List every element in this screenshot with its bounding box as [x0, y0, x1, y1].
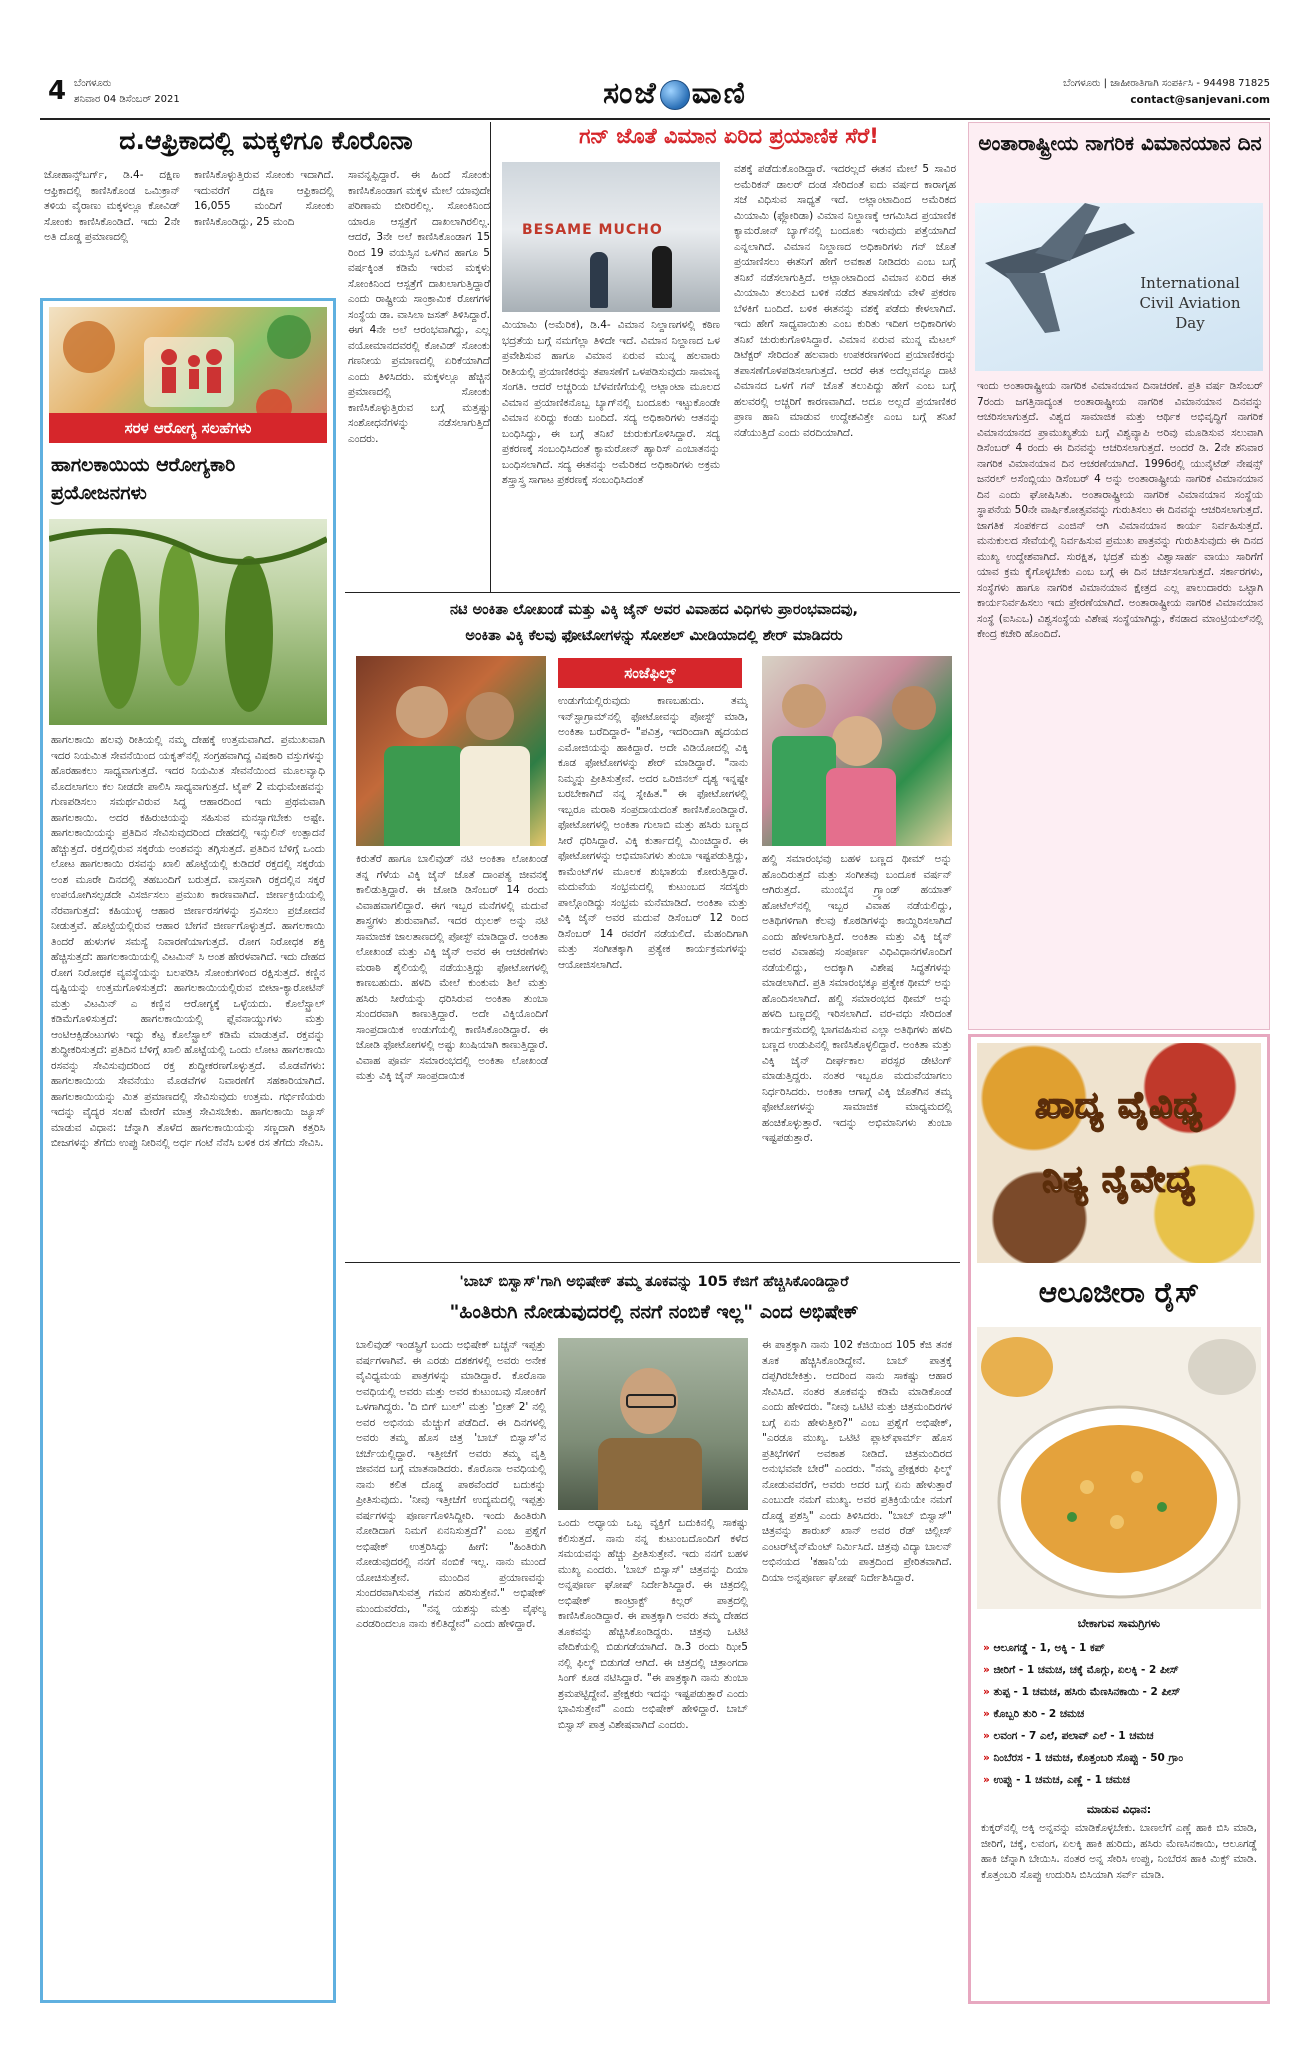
health-banner-label: ಸರಳ ಆರೋಗ್ಯ ಸಲಹೆಗಳು: [49, 413, 327, 443]
airport-sign: BESAME MUCHO: [522, 222, 663, 238]
bitter-gourd-photo: [49, 519, 327, 725]
kurta-shape: [460, 746, 530, 846]
ingredients-heading: ಬೇಕಾಗುವ ಸಾಮಗ್ರಿಗಳು: [1077, 1617, 1161, 1630]
globe-icon: [660, 80, 690, 110]
traveler-figure: [590, 252, 608, 308]
article-ankita: [350, 596, 958, 1260]
masthead-rule: [40, 118, 1270, 120]
masthead: [40, 72, 1270, 120]
traveler-figure-2: [652, 246, 672, 308]
ingredient-item: » ಉಪ್ಪು - 1 ಚಮಚ, ಎಣ್ಣೆ - 1 ಚಮಚ: [983, 1769, 1259, 1791]
gun-col-2: ವಶಕ್ಕೆ ಪಡೆದುಕೊಂಡಿದ್ದಾರೆ. ಇದರಲ್ಲದೆ ಈತನ ಮೇಲೆ 5 ಸಾವಿರ ಅಮೆರಿಕನ್ ಡಾಲರ್ ದಂಡ ಸೇರಿದಂತೆ ಐದು ವರ್ಷದ ಕಾರಾಗೃಹ ಸಜೆ ವಿಧಿಸುವ ಸಾಧ್ಯತೆ ಇದೆ. ಅಟ್ಲಾಂಟಾದಿಂದ ಅಮೆರಿಕದ ಮಿಯಾಮಿ (ಫ್ಲೋರಿಡಾ) ವಿಮಾನ ನಿಲ್ದಾಣಕ್ಕೆ ಆಗಮಿಸಿದ ಪ್ರಯಾಣಿಕ ಕ್ಯಾಮರೋನ್ ಬ್ಯಾಗ್‌ನಲ್ಲಿ ಬಂದೂಕು ಇರುವುದು ಪತ್ತೆಯಾಗಿದೆ ಎನ್ನಲಾಗಿದೆ. ವಿಮಾನ ನಿಲ್ದಾಣದ ಅಧಿಕಾರಿಗಳು ಗನ್ ಜೊತೆ ಪ್ರಯಾಣಿಸಲು ಈತನಿಗೆ ಹೇಗೆ ಅವಕಾಶ ನೀಡಿದರು ಎಂಬ ಬಗ್ಗೆ ತನಿಖೆ ನಡೆಸಲಾಗುತ್ತಿದೆ. ಅಟ್ಲಾಂಟಾದಿಂದ ವಿಮಾನ ಏರಿದ ಈತ ಮಿಯಾಮಿ ತಲುಪಿದ ಬಳಿಕ ನಡೆದ ತಪಾಸಣೆಯ ವೇಳೆ ಪ್ರಕರಣ ಬೆಳಕಿಗೆ ಬಂದಿದೆ. ಬಳಿಕ ಈತನನ್ನು ವಶಕ್ಕೆ ಪಡೆದು ಕೇಳಲಾಗಿದೆ. ಇದು ಹೇಗೆ ಸಾಧ್ಯವಾಯಿತು ಎಂಬ ಕುರಿತು ಇದೀಗ ಅಧಿಕಾರಿಗಳು ತನಿಖೆ ಚುರುಕುಗೊಳಿಸಿದ್ದಾರೆ. ವಿಮಾನ ಏರುವ ಮುನ್ನ ಮೆಟಲ್ ಡಿಟೆಕ್ಟರ್ ಸೇರಿದಂತೆ ಹಲವಾರು ಉಪಕರಣಗಳಿಂದ ಪ್ರಯಾಣಿಕರನ್ನು ತಪಾಸಣೆಗೊಳಪಡಿಸಲಾಗುತ್ತದೆ. ಆದರೆ ಈತ ಅದೆಲ್ಲವನ್ನೂ ದಾಟಿ ವಿಮಾನದ ಒಳಗೆ ಗನ್ ಜೊತೆ ತಲುಪಿದ್ದು ಹೇಗೆ ಎಂಬ ಬಗ್ಗೆ ಹಲವರಲ್ಲಿ ಅಚ್ಚರಿಗೆ ಕಾರಣವಾಗಿದೆ. ಅದೂ ಅಲ್ಲದೆ ಪ್ರಯಾಣಿಕರ ಪ್ರಾಣ ಹಾನಿ ಮಾಡುವ ಉದ್ದೇಶವಿತ್ತೇ ಎಂಬ ಬಗ್ಗೆ ತನಿಖೆ ನಡೆಯುತ್ತಿದೆ ಎಂದು ವರದಿಯಾಗಿದೆ.: [734, 163, 956, 439]
divider-vertical-1: [490, 122, 491, 592]
ankita-headline-2: ಅಂಕಿತಾ ವಿಕ್ಕಿ ಕೆಲವು ಫೋಟೋಗಳನ್ನು ಸೋಶಲ್ ಮೀಡಿಯಾದಲ್ಲಿ ಶೇರ್ ಮಾಡಿದರು: [465, 628, 843, 644]
person-figure-4: [832, 716, 882, 766]
gun-headline: ಗನ್ ಜೊತೆ ವಿಮಾನ ಏರಿದ ಪ್ರಯಾಣಿಕ ಸೆರೆ!: [579, 124, 879, 148]
africa-col-1: ಜೋಹಾನ್ಸ್‌ಬರ್ಗ್, ಡಿ.4- ದಕ್ಷಿಣ ಆಫ್ರಿಕಾದಲ್ಲಿ ಕಾಣಿಸಿಕೊಂಡ ಒಮಿಕ್ರಾನ್ ತಳಿಯ ವೈರಾಣು ಮಕ್ಕಳಲ್ಲೂ ಕೋವಿಡ್ ಸೋಂಕು ಕಾಣಿಸಿಕೊಂಡಿದೆ. ಇದು 2ನೇ ಅತಿ ದೊಡ್ಡ ಪ್ರಮಾಣದಲ್ಲಿ: [44, 169, 180, 243]
rice-plate-illustration: [977, 1327, 1261, 1609]
saree-shape-3: [826, 768, 896, 846]
person-figure-3: [782, 684, 826, 728]
ingredient-item: » ಕೊಬ್ಬರಿ ತುರಿ - 2 ಚಮಚ: [983, 1703, 1259, 1725]
method-body: ಕುಕ್ಕರ್‌ನಲ್ಲಿ ಅಕ್ಕಿ ಅನ್ನವನ್ನು ಮಾಡಿಕೊಳ್ಳಬೇಕು. ಬಾಣಲೆಗೆ ಎಣ್ಣೆ ಹಾಕಿ ಬಿಸಿ ಮಾಡಿ, ಜೀರಿಗೆ, ಚಕ್ಕೆ, ಲವಂಗ, ಏಲಕ್ಕಿ ಹಾಕಿ ಹುರಿದು, ಹಸಿರು ಮೆಣಸಿನಕಾಯಿ, ಆಲೂಗಡ್ಡೆ ಹಾಕಿ ಚೆನ್ನಾಗಿ ಬೇಯಿಸಿ. ನಂತರ ಅನ್ನ ಸೇರಿಸಿ ಉಪ್ಪು, ನಿಂಬೆರಸ ಹಾಕಿ ಮಿಕ್ಸ್ ಮಾಡಿ. ಕೊತ್ತಂಬರಿ ಸೊಪ್ಪು ಉದುರಿಸಿ ಬಿಸಿಯಾಗಿ ಸರ್ವ್ ಮಾಡಿ.: [981, 1822, 1257, 1881]
ingredient-item: » ತುಪ್ಪ - 1 ಚಮಚ, ಹಸಿರು ಮೆಣಸಿನಕಾಯಿ - 2 ಪೀಸ್: [983, 1681, 1259, 1703]
banner-line-1: ಖಾದ್ಯ ವೈವಿಧ್ಯ: [1035, 1085, 1203, 1126]
divider-horizontal-1: [345, 592, 960, 593]
ingredient-item: » ಲವಂಗ - 7 ಎಲೆ, ಪಲಾವ್ ಎಲೆ - 1 ಚಮಚ: [983, 1725, 1259, 1747]
masthead-contact: contact@sanjevani.com: [1130, 94, 1270, 106]
abhishek-photo: [558, 1338, 748, 1510]
person-figure-5: [892, 686, 936, 730]
masthead-city: ಬೆಂಗಳೂರು: [74, 78, 112, 89]
recipe-title: ಆಲೂಜೀರಾ ರೈಸ್: [1038, 1276, 1200, 1309]
abhishek-col-2: ಒಂದು ಅಧ್ಯಾಯ ಒಬ್ಬ ವ್ಯಕ್ತಿಗೆ ಬದುಕಿನಲ್ಲಿ ಸಾಕಷ್ಟು ಕಲಿಸುತ್ತದೆ. ನಾನು ನನ್ನ ಕುಟುಂಬದೊಂದಿಗೆ ಕಳೆದ ಸಮಯವನ್ನು ಹೆಚ್ಚು ಪ್ರೀತಿಸುತ್ತೇನೆ. ಇದು ನನಗೆ ಬಹಳ ಮುಖ್ಯ ಎಂದರು. 'ಬಾಬ್ ಬಿಸ್ವಾಸ್' ಚಿತ್ರವನ್ನು ದಿಯಾ ಅನ್ನಪೂರ್ಣ ಘೋಷ್ ನಿರ್ದೇಶಿಸಿದ್ದಾರೆ. ಈ ಚಿತ್ರದಲ್ಲಿ ಅಭಿಷೇಕ್ ಕಾಂಟ್ರಾಕ್ಟ್ ಕಿಲ್ಲರ್ ಪಾತ್ರದಲ್ಲಿ ಕಾಣಿಸಿಕೊಂಡಿದ್ದಾರೆ. ಈ ಪಾತ್ರಕ್ಕಾಗಿ ಅವರು ತಮ್ಮ ದೇಹದ ತೂಕವನ್ನು ಹೆಚ್ಚಿಸಿಕೊಂಡಿದ್ದರು. ಚಿತ್ರವು ಒಟಿಟಿ ವೇದಿಕೆಯಲ್ಲಿ ಬಿಡುಗಡೆಯಾಗಿದೆ. ಡಿ.3 ರಂದು ಝೀ5 ನಲ್ಲಿ ಫಿಲ್ಮ್ ಬಿಡುಗಡೆ ಆಗಿದೆ. ಈ ಚಿತ್ರದಲ್ಲಿ ಚಿತ್ರಾಂಗದಾ ಸಿಂಗ್ ಕೂಡ ನಟಿಸಿದ್ದಾರೆ. "ಈ ಪಾತ್ರಕ್ಕಾಗಿ ನಾನು ತುಂಬಾ ಶ್ರಮಪಟ್ಟಿದ್ದೇನೆ. ಪ್ರೇಕ್ಷಕರು ಇದನ್ನು ಇಷ್ಟಪಡುತ್ತಾರೆ ಎಂದು ಭಾವಿಸುತ್ತೇನೆ" ಎಂದು ಅಭಿಷೇಕ್ ಹೇಳಿದ್ದಾರೆ. ಬಾಬ್ ಬಿಸ್ವಾಸ್ ಪಾತ್ರ ವಿಶೇಷವಾಗಿದೆ ಎಂದರು.: [558, 1517, 748, 1731]
article-abhishek: [350, 1266, 958, 2006]
article-gun: [500, 122, 958, 590]
spices-banner: [977, 1043, 1261, 1263]
ankita-photo-2: [762, 656, 952, 846]
ingredients-list: [983, 1637, 1259, 1791]
aloo-jeera-rice-photo: [977, 1327, 1261, 1609]
sanjefilm-badge: ಸಂಜೆಫಿಲ್ಮ್: [558, 658, 742, 688]
ankita-col-3: ಹಲ್ದಿ ಸಮಾರಂಭವು ಬಹಳ ಬಣ್ಣದ ಥೀಮ್ ಅನ್ನು ಹೊಂದಿರುತ್ತದೆ ಮತ್ತು ಸಂಗೀತವು ಬಂದೂಕ ವರ್ಷನ್ ಆಗಿರುತ್ತದೆ. ಮುಂಬೈನ ಗ್ರ್ಯಾಂಡ್ ಹಯಾತ್ ಹೋಟೆಲ್‌ನಲ್ಲಿ ಇಬ್ಬರ ವಿವಾಹ ನಡೆಯಲಿದ್ದು, ಅತಿಥಿಗಳಿಗಾಗಿ ಕೆಲವು ಕೊಠಡಿಗಳನ್ನು ಕಾಯ್ದಿರಿಸಲಾಗಿದೆ ಎಂದು ಹೇಳಲಾಗುತ್ತಿದೆ. ಅಂಕಿತಾ ಮತ್ತು ವಿಕ್ಕಿ ಜೈನ್ ಅವರ ವಿವಾಹವು ಸಂಪೂರ್ಣ ವಿಧಿವಿಧಾನಗಳೊಂದಿಗೆ ನಡೆಯಲಿದ್ದು, ಅದಕ್ಕಾಗಿ ವಿಶೇಷ ಸಿದ್ಧತೆಗಳನ್ನು ಮಾಡಲಾಗಿದೆ. ಪ್ರತಿ ಸಮಾರಂಭಕ್ಕೂ ಪ್ರತ್ಯೇಕ ಥೀಮ್ ಅನ್ನು ಹೊಂದಿಸಲಾಗಿದೆ. ಹಲ್ದಿ ಸಮಾರಂಭದ ಥೀಮ್ ಅನ್ನು ಹಳದಿ ಬಣ್ಣದಲ್ಲಿ ಇರಿಸಲಾಗಿದೆ. ವರ-ವಧು ಸೇರಿದಂತೆ ಕಾರ್ಯಕ್ರಮದಲ್ಲಿ ಭಾಗವಹಿಸುವ ಎಲ್ಲಾ ಅತಿಥಿಗಳು ಹಳದಿ ಬಣ್ಣದ ಉಡುಪಿನಲ್ಲಿ ಕಾಣಿಸಿಕೊಳ್ಳಲಿದ್ದಾರೆ. ಅಂಕಿತಾ ಮತ್ತು ವಿಕ್ಕಿ ಜೈನ್ ದೀರ್ಘಕಾಲ ಪರಸ್ಪರ ಡೇಟಿಂಗ್ ಮಾಡುತ್ತಿದ್ದರು. ನಂತರ ಇಬ್ಬರೂ ಮದುವೆಯಾಗಲು ನಿರ್ಧರಿಸಿದರು. ಅಂಕಿತಾ ಆಗಾಗ್ಗೆ ವಿಕ್ಕಿ ಜೊತೆಗಿನ ತಮ್ಮ ಫೋಟೋಗಳನ್ನು ಸಾಮಾಜಿಕ ಮಾಧ್ಯಮದಲ್ಲಿ ಹಂಚಿಕೊಳ್ಳುತ್ತಾರೆ. ಇದನ್ನು ಅಭಿಮಾನಿಗಳು ತುಂಬಾ ಇಷ್ಟಪಡುತ್ತಾರೆ.: [762, 853, 952, 1144]
person-figure-2: [466, 692, 514, 740]
africa-headline: ದ.ಆಫ್ರಿಕಾದಲ್ಲಿ ಮಕ್ಕಳಿಗೂ ಕೊರೊನಾ: [119, 126, 413, 155]
recipe-feature: [968, 1034, 1270, 2004]
logo-right: ವಾಣಿ: [691, 76, 747, 111]
logo: [560, 76, 790, 111]
aviation-body: ಇಂದು ಅಂತಾರಾಷ್ಟ್ರೀಯ ನಾಗರಿಕ ವಿಮಾನಯಾನ ದಿನಾಚರಣೆ. ಪ್ರತಿ ವರ್ಷ ಡಿಸೆಂಬರ್ 7ರಂದು ಜಗತ್ತಿನಾದ್ಯಂತ ಅಂತಾರಾಷ್ಟ್ರೀಯ ನಾಗರಿಕ ವಿಮಾನಯಾನ ದಿನವನ್ನು ಆಚರಿಸಲಾಗುತ್ತದೆ. ವಿಶ್ವದ ಸಾಮಾಜಿಕ ಮತ್ತು ಆರ್ಥಿಕ ಅಭಿವೃದ್ಧಿಗೆ ನಾಗರಿಕ ವಿಮಾನಯಾನದ ಪ್ರಾಮುಖ್ಯತೆಯ ಬಗ್ಗೆ ವಿಶ್ವವ್ಯಾಪಿ ಅರಿವು ಮೂಡಿಸುವ ಸಲುವಾಗಿ ಡಿಸೆಂಬರ್ 4 ರಂದು ಈ ದಿನವನ್ನು ಆಚರಿಸಲಾಗುತ್ತದೆ. ಅಂದರೆ ಡಿ. 2ನೇ ಶನಿವಾರ ನಾಗರಿಕ ವಿಮಾನಯಾನ ದಿನ ಆಚರಣೆಯಾಗಿದೆ. 1996ರಲ್ಲಿ ಯುನೈಟೆಡ್ ನೇಷನ್ಸ್ ಜನರಲ್ ಅಸೆಂಬ್ಲಿಯು ಡಿಸೆಂಬರ್ 4 ಅನ್ನು ಅಂತಾರಾಷ್ಟ್ರೀಯ ನಾಗರಿಕ ವಿಮಾನಯಾನ ದಿನ ಎಂದು ಘೋಷಿಸಿತು. ಅಂತಾರಾಷ್ಟ್ರೀಯ ನಾಗರಿಕ ವಿಮಾನಯಾನ ಸಂಸ್ಥೆಯ ಸ್ಥಾಪನೆಯ 50ನೇ ವಾರ್ಷಿಕೋತ್ಸವವನ್ನು ಗುರುತಿಸಲು ಈ ದಿನವನ್ನು ಆಚರಿಸಲಾಗುತ್ತದೆ. ಜಾಗತಿಕ ಸಂಪರ್ಕದ ಎಂಜಿನ್ ಆಗಿ ವಿಮಾನಯಾನ ಕಾರ್ಯ ನಿರ್ವಹಿಸುತ್ತದೆ. ಮನುಕುಲದ ಸೇವೆಯಲ್ಲಿ ನಿರ್ವಹಿಸುವ ಪ್ರಮುಖ ಪಾತ್ರವನ್ನು ಗುರುತಿಸುವುದು ಈ ದಿನದ ಮುಖ್ಯ ಉದ್ದೇಶವಾಗಿದೆ. ಸುರಕ್ಷಿತ, ಭದ್ರತೆ ಮತ್ತು ವಿಶ್ವಾಸಾರ್ಹ ವಾಯು ಸಾರಿಗೆಗೆ ಯಾವ ಕ್ರಮ ಕೈಗೊಳ್ಳಬೇಕು ಎಂಬ ಬಗ್ಗೆ ಈ ದಿನ ಚರ್ಚಿಸಲಾಗುತ್ತದೆ. ಸರ್ಕಾರಗಳು, ಸಂಸ್ಥೆಗಳು ಹಾಗೂ ನಾಗರಿಕ ವಿಮಾನಯಾನ ಕ್ಷೇತ್ರದ ಎಲ್ಲ ಪಾಲುದಾರರು ಒಟ್ಟಾಗಿ ಕಾರ್ಯನಿರ್ವಹಿಸಲು ಇದು ಪ್ರೇರಣೆಯಾಗಿದೆ. ಅಂತಾರಾಷ್ಟ್ರೀಯ ನಾಗರಿಕ ವಿಮಾನಯಾನ ಸಂಸ್ಥೆ (ಐಸಿಎಒ) ವಿಶ್ವಸಂಸ್ಥೆಯ ವಿಶೇಷ ಸಂಸ್ಥೆಯಾಗಿದ್ದು, ಕೆನಡಾದ ಮಾಂಟ್ರಿಯಲ್‌ನಲ್ಲಿ ಕೇಂದ್ರ ಕಚೇರಿ ಹೊಂದಿದೆ.: [977, 380, 1263, 640]
bitter-gourd-illustration: [49, 519, 327, 725]
article-aviation: [968, 122, 1270, 1030]
aviation-photo: [975, 203, 1263, 371]
gun-col-1: ಮಿಯಾಮಿ (ಅಮೆರಿಕ), ಡಿ.4- ವಿಮಾನ ನಿಲ್ದಾಣಗಳಲ್ಲಿ ಕಠಿಣ ಭದ್ರತೆಯ ಬಗ್ಗೆ ನಮಗೆಲ್ಲಾ ತಿಳಿದೇ ಇದೆ. ವಿಮಾನ ನಿಲ್ದಾಣದ ಒಳ ಪ್ರವೇಶಿಸುವ ಹಾಗೂ ವಿಮಾನ ಏರುವ ಮುನ್ನ ಹಲವಾರು ರೀತಿಯಲ್ಲಿ ಪ್ರಯಾಣಿಕರನ್ನು ತಪಾಸಣೆಗೆ ಒಳಪಡಿಸುವುದು ಸಾಮಾನ್ಯ ಸಂಗತಿ. ಆದರೆ ಅಚ್ಚರಿಯ ಬೆಳವಣಿಗೆಯಲ್ಲಿ ಅಟ್ಲಾಂಟಾ ಮೂಲದ ವಿಮಾನ ಪ್ರಯಾಣಿಕನೊಬ್ಬ ಬ್ಯಾಗ್‌ನಲ್ಲಿ ಬಂದೂಕು ಇಟ್ಟುಕೊಂಡೇ ವಿಮಾನ ಏರಿದ್ದು ಕಂಡು ಬಂದಿದೆ. ಸದ್ಯ ಅಧಿಕಾರಿಗಳು ಆತನನ್ನು ಬಂಧಿಸಿದ್ದು, ಈ ಬಗ್ಗೆ ತನಿಖೆ ಚುರುಕುಗೊಳಿಸಿದ್ದಾರೆ. ಸದ್ಯ ಪ್ರಕರಣಕ್ಕೆ ಸಂಬಂಧಿಸಿದಂತೆ ಕ್ಯಾಮರೋನ್ ಹ್ಯಾರಿಸ್ ಎಂಬಾತನನ್ನು ಬಂಧಿಸಲಾಗಿದೆ. ಸದ್ಯ ಈತನನ್ನು ಅಮೆರಿಕದ ಅಧಿಕಾರಿಗಳು ಅಕ್ರಮ ಶಸ್ತ್ರಾಸ್ತ್ರ ಸಾಗಾಟ ಪ್ರಕರಣಕ್ಕೆ ಸಂಬಂಧಿಸಿದಂತೆ: [502, 319, 720, 486]
person-figure-1: [396, 686, 448, 738]
aviation-image-text: International Civil Aviation Day: [1139, 274, 1241, 332]
africa-col-3: ಸಾವನ್ನಪ್ಪಿದ್ದಾರೆ. ಈ ಹಿಂದೆ ಸೋಂಕು ಕಾಣಿಸಿಕೊಂಡಾಗ ಮಕ್ಕಳ ಮೇಲೆ ಯಾವುದೇ ಪರಿಣಾಮ ಬೀರಿರಲಿಲ್ಲ. ಸೋಂಕಿನಿಂದ ಯಾರೂ ಆಸ್ಪತ್ರೆಗೆ ದಾಖಲಾಗಿರಲಿಲ್ಲ. ಆದರೆ, 3ನೇ ಅಲೆ ಕಾಣಿಸಿಕೊಂಡಾಗ 15 ರಿಂದ 19 ವಯಸ್ಸಿನ ಒಳಗಿನ ಹಾಗೂ 5 ವರ್ಷಕ್ಕಿಂತ ಕಡಿಮೆ ಇರುವ ಮಕ್ಕಳು ಸೋಂಕಿನಿಂದ ಆಸ್ಪತ್ರೆಗೆ ದಾಖಲಾಗುತ್ತಿದ್ದಾರೆ ಎಂದು ರಾಷ್ಟ್ರೀಯ ಸಾಂಕ್ರಾಮಿಕ ರೋಗಗಳ ಸಂಸ್ಥೆಯ ಡಾ. ವಾಸಿಲಾ ಜಸತ್ ತಿಳಿಸಿದ್ದಾರೆ. ಈಗ 4ನೇ ಅಲೆ ಆರಂಭವಾಗಿದ್ದು, ಎಲ್ಲ ವಯೋಮಾನದವರಲ್ಲಿ ಕೋವಿಡ್ ಸೋಂಕು ಗಣನೀಯ ಪ್ರಮಾಣದಲ್ಲಿ ಏರಿಕೆಯಾಗಿದೆ ಎಂದು ತಿಳಿಸಿದರು. ಮಕ್ಕಳಲ್ಲೂ ಹೆಚ್ಚಿನ ಪ್ರಮಾಣದಲ್ಲಿ ಸೋಂಕು ಕಾಣಿಸಿಕೊಳ್ಳುತ್ತಿರುವ ಬಗ್ಗೆ ಮತ್ತಷ್ಟು ಸಂಶೋಧನೆಗಳನ್ನು ನಡೆಸಲಾಗುತ್ತಿದೆ ಎಂದರು.: [348, 168, 490, 618]
abhishek-col-1: ಬಾಲಿವುಡ್ ಇಂಡಸ್ಟ್ರಿಗೆ ಬಂದು ಅಭಿಷೇಕ್ ಬಚ್ಚನ್ ಇಪ್ಪತ್ತು ವರ್ಷಗಳಾಗಿವೆ. ಈ ಎರಡು ದಶಕಗಳಲ್ಲಿ ಅವರು ಅನೇಕ ವೈವಿಧ್ಯಮಯ ಪಾತ್ರಗಳನ್ನು ಮಾಡಿದ್ದಾರೆ. ಕೊರೊನಾ ಅವಧಿಯಲ್ಲಿ ಅವರು ಮತ್ತು ಅವರ ಕುಟುಂಬವು ಸೋಂಕಿಗೆ ಒಳಗಾಗಿದ್ದರು. 'ದಿ ಬಿಗ್ ಬುಲ್' ಮತ್ತು 'ಬ್ರೀತ್ 2' ನಲ್ಲಿ ಅವರ ಅಭಿನಯ ಮೆಚ್ಚುಗೆ ಪಡೆದಿದೆ. ಈ ದಿನಗಳಲ್ಲಿ ಅವರು ತಮ್ಮ ಹೊಸ ಚಿತ್ರ 'ಬಾಬ್ ಬಿಸ್ವಾಸ್'ನ ಚರ್ಚೆಯಲ್ಲಿದ್ದಾರೆ. ಇತ್ತೀಚೆಗೆ ಅವರು ತಮ್ಮ ವೃತ್ತಿ ಜೀವನದ ಬಗ್ಗೆ ಮಾತನಾಡಿದರು. ಕೊರೊನಾ ಅವಧಿಯಲ್ಲಿ ನಾನು ಕಲಿತ ದೊಡ್ಡ ಪಾಠವೆಂದರೆ ಬದುಕನ್ನು ಪ್ರೀತಿಸುವುದು. 'ನೀವು ಇತ್ತೀಚೆಗೆ ಉದ್ಯಮದಲ್ಲಿ ಇಪ್ಪತ್ತು ವರ್ಷಗಳನ್ನು ಪೂರ್ಣಗೊಳಿಸಿದ್ದೀರಿ. ಇಂದು ಹಿಂತಿರುಗಿ ನೋಡಿದಾಗ ನಿಮಗೆ ಏನನಿಸುತ್ತದೆ?' ಎಂಬ ಪ್ರಶ್ನೆಗೆ ಅಭಿಷೇಕ್ ಉತ್ತರಿಸಿದ್ದು ಹೀಗೆ: "ಹಿಂತಿರುಗಿ ನೋಡುವುದರಲ್ಲಿ ನನಗೆ ನಂಬಿಕೆ ಇಲ್ಲ. ನಾನು ಮುಂದೆ ಯೋಚಿಸುತ್ತೇನೆ. ಮುಂದಿನ ಪ್ರಯಾಣವನ್ನು ಸುಂದರವಾಗಿಸುವತ್ತ ಗಮನ ಹರಿಸುತ್ತೇನೆ." ಅಭಿಷೇಕ್ ಮುಂದುವರೆದು, "ನನ್ನ ಯಶಸ್ಸು ಮತ್ತು ವೈಫಲ್ಯ ಎರಡರಿಂದಲೂ ನಾನು ಕಲಿತಿದ್ದೇನೆ" ಎಂದು ಹೇಳಿದ್ದಾರೆ.: [356, 1339, 546, 1630]
airport-photo: [502, 162, 720, 312]
health-body: ಹಾಗಲಕಾಯಿ ಹಲವು ರೀತಿಯಲ್ಲಿ ನಮ್ಮ ದೇಹಕ್ಕೆ ಉತ್ತಮವಾಗಿದೆ. ಪ್ರಮುಖವಾಗಿ ಇದರ ನಿಯಮಿತ ಸೇವನೆಯಿಂದ ಯಕೃತ್‌ನಲ್ಲಿ ಸಂಗ್ರಹವಾಗಿದ್ದ ವಿಷಕಾರಿ ವಸ್ತುಗಳನ್ನು ಹೊರಹಾಕಲು ಸಾಧ್ಯವಾಗುತ್ತದೆ. ಇದರ ನಿಯಮಿತ ಸೇವನೆಯಿಂದ ಮೂಲವ್ಯಾಧಿ ಮೊದಲಾಗಲು ಕಲ ನೀಡದೇ ಪಾಲಿಸಿ ಸಾಧ್ಯವಾಗುತ್ತದೆ. ಟೈಪ್ 2 ಮಧುಮೇಹವನ್ನು ಗುಣಪಡಿಸಲು ಸಮರ್ಥವಿರುವ ಸಿದ್ಧ ಆಹಾರದಿಂದ ಇದು ಪ್ರಥಮವಾಗಿ ಹಾಗಲಕಾಯಿ. ಅದರ ಕಹಿರುಚಿಯನ್ನು ಸಹಿಸುವ ಮನಸ್ಸಾಗಬೇಕು ಅಷ್ಟೇ. ಹಾಗಲಕಾಯಿಯನ್ನು ಪ್ರತಿದಿನ ಸೇವಿಸುವುದರಿಂದ ದೇಹದಲ್ಲಿ ಇನ್ಸುಲಿನ್ ಉತ್ಪಾದನೆ ಹೆಚ್ಚುತ್ತದೆ. ರಕ್ತದಲ್ಲಿರುವ ಸಕ್ಕರೆಯ ಅಂಶವನ್ನು ತಗ್ಗಿಸುತ್ತದೆ. ಪ್ರತಿದಿನ ಬೆಳಿಗ್ಗೆ ಒಂದು ಲೋಟ ಹಾಗಲಕಾಯಿ ರಸವನ್ನು ಖಾಲಿ ಹೊಟ್ಟೆಯಲ್ಲಿ ಕುಡಿದರೆ ರಕ್ತದಲ್ಲಿ ಸಕ್ಕರೆಯ ಅಂಶ ಮೂರೇ ದಿನದಲ್ಲಿ ತಹಬಂದಿಗೆ ಬರುತ್ತದೆ. ವಾಸ್ತವಾಗಿ ರಕ್ತದಲ್ಲಿನ ಸಕ್ಕರೆ ಉಪಯೋಗಿಸಲ್ಪಡದೇ ವಿಸರ್ಜಿಸಲು ಪ್ರಮುಖ ಕಾರಣವಾಗಿದೆ. ಜೀರ್ಣಕ್ರಿಯೆಯಲ್ಲಿ ನೆರವಾಗುತ್ತದೆ: ಕಹಿಯುಳ್ಳ ಆಹಾರ ಜೀರ್ಣರಸಗಳನ್ನು ಸ್ರವಿಸಲು ಪ್ರಚೋದನೆ ನೀಡುತ್ತವೆ. ಹೊಟ್ಟೆಯಲ್ಲಿರುವ ಆಹಾರ ಬೇಗನೆ ಜೀರ್ಣಗೊಳ್ಳುತ್ತದೆ. ಹಾಗಲಕಾಯಿ ತಿಂದರೆ ಹುಳುಗಳ ಸಮಸ್ಯೆ ನಿವಾರಣೆಯಾಗುತ್ತದೆ. ರೋಗ ನಿರೋಧಕ ಶಕ್ತಿ ಹೆಚ್ಚಿಸುತ್ತದೆ: ಹಾಗಲಕಾಯಿಯಲ್ಲಿ ವಿಟಮಿನ್ ಸಿ ಅಂಶ ಹೇರಳವಾಗಿದೆ. ಇದು ದೇಹದ ರೋಗ ನಿರೋಧಕ ವ್ಯವಸ್ಥೆಯನ್ನು ಬಲಪಡಿಸಿ ಸೋಂಕುಗಳಿಂದ ರಕ್ಷಿಸುತ್ತದೆ. ಕಣ್ಣಿನ ದೃಷ್ಟಿಯನ್ನು ಉತ್ತಮಗೊಳಿಸುತ್ತದೆ: ಹಾಗಲಕಾಯಿಯಲ್ಲಿರುವ ಬೀಟಾ-ಕ್ಯಾರೋಟಿನ್ ಮತ್ತು ವಿಟಮಿನ್ ಎ ಕಣ್ಣಿನ ಆರೋಗ್ಯಕ್ಕೆ ಒಳ್ಳೆಯದು. ಕೊಲೆಸ್ಟ್ರಾಲ್ ಕಡಿಮೆಗೊಳಿಸುತ್ತದೆ: ಹಾಗಲಕಾಯಿಯಲ್ಲಿ ಫ್ಲೆವನಾಯ್ಡುಗಳು ಮತ್ತು ಆಂಟಿಆಕ್ಸಿಡೆಂಟುಗಳು ಇದ್ದು ಕೆಟ್ಟ ಕೊಲೆಸ್ಟ್ರಾಲ್ ಕಡಿಮೆ ಮಾಡುತ್ತವೆ. ರಕ್ತವನ್ನು ಶುದ್ಧೀಕರಿಸುತ್ತದೆ: ಪ್ರತಿದಿನ ಬೆಳಿಗ್ಗೆ ಖಾಲಿ ಹೊಟ್ಟೆಯಲ್ಲಿ ಒಂದು ಲೋಟ ಹಾಗಲಕಾಯಿ ರಸವನ್ನು ಸೇವಿಸುವುದರಿಂದ ರಕ್ತ ಶುದ್ಧೀಕರಣಗೊಳ್ಳುತ್ತದೆ. ಮೊಡವೆಗಳು: ಹಾಗಲಕಾಯಿಯ ಸೇವನೆಯು ಮೊಡವೆಗಳ ನಿವಾರಣೆಗೆ ಸಹಕಾರಿಯಾಗಿದೆ. ಹಾಗಲಕಾಯಿಯನ್ನು ಮಿತ ಪ್ರಮಾಣದಲ್ಲಿ ಸೇವಿಸುವುದು ಉತ್ತಮ. ಗರ್ಭಿಣಿಯರು ಇದನ್ನು ವೈದ್ಯರ ಸಲಹೆ ಮೇರೆಗೆ ಮಾತ್ರ ಸೇವಿಸಬೇಕು. ಹಾಗಲಕಾಯಿ ಜ್ಯೂಸ್ ಮಾಡುವ ವಿಧಾನ: ಚೆನ್ನಾಗಿ ತೊಳೆದ ಹಾಗಲಕಾಯಿಯನ್ನು ಸಣ್ಣದಾಗಿ ಕತ್ತರಿಸಿ ಬೀಜಗಳನ್ನು ತೆಗೆದು ಉಪ್ಪು ನೀರಿನಲ್ಲಿ ಅರ್ಧ ಗಂಟೆ ನೆನೆಸಿ ಬಳಿಕ ರಸ ತೆಗೆದು ಸೇವಿಸಿ.: [51, 734, 325, 1149]
page-number: 4: [48, 76, 67, 106]
abhishek-sweater: [598, 1438, 702, 1510]
abhishek-headline-1: 'ಬಾಬ್ ಬಿಸ್ವಾಸ್'ಗಾಗಿ ಅಭಿಷೇಕ್ ತಮ್ಮ ತೂಕವನ್ನು 105 ಕೆಜಿಗೆ ಹೆಚ್ಚಿಸಿಕೊಂಡಿದ್ದಾರೆ: [459, 1274, 849, 1290]
masthead-ad-line: ಬೆಂಗಳೂರು | ಜಾಹೀರಾತಿಗಾಗಿ ಸಂಪರ್ಕಿಸಿ - 94498 71825: [1063, 78, 1270, 89]
banner-line-2: ನಿತ್ಯ ನೈವೇದ್ಯ: [1042, 1159, 1196, 1200]
ingredient-item: » ಜೀರಿಗೆ - 1 ಚಮಚ, ಚಕ್ಕೆ ಮೊಗ್ಗು, ಏಲಕ್ಕಿ - 2 ಪೀಸ್: [983, 1659, 1259, 1681]
ankita-col-1: ಕಿರುತೆರೆ ಹಾಗೂ ಬಾಲಿವುಡ್ ನಟಿ ಅಂಕಿತಾ ಲೋಖಂಡೆ ತನ್ನ ಗೆಳೆಯ ವಿಕ್ಕಿ ಜೈನ್ ಜೊತೆ ದಾಂಪತ್ಯ ಜೀವನಕ್ಕೆ ಕಾಲಿಡುತ್ತಿದ್ದಾರೆ. ಈ ಜೋಡಿ ಡಿಸೆಂಬರ್ 14 ರಂದು ವಿವಾಹವಾಗಲಿದ್ದಾರೆ. ಈಗ ಇಬ್ಬರ ಮನೆಗಳಲ್ಲಿ ಮದುವೆ ಶಾಸ್ತ್ರಗಳು ಶುರುವಾಗಿವೆ. ಇದರ ಝಲಕ್ ಅನ್ನು ನಟಿ ಸಾಮಾಜಿಕ ಜಾಲತಾಣದಲ್ಲಿ ಪೋಸ್ಟ್ ಮಾಡಿದ್ದಾರೆ. ಅಂಕಿತಾ ಲೋಖಂಡೆ ಮತ್ತು ವಿಕ್ಕಿ ಜೈನ್ ಅವರ ಈ ಆಚರಣೆಗಳು ಮರಾಠಿ ಶೈಲಿಯಲ್ಲಿ ನಡೆಯುತ್ತಿದ್ದು ಫೋಟೋಗಳಲ್ಲಿ ಕಾಣಬಹುದು. ಹಳದಿ ಮೇಲೆ ಕುಂಕುಮ ಶಿಲೆ ಮತ್ತು ಹಸಿರು ಸೀರೆಯನ್ನು ಧರಿಸಿರುವ ಅಂಕಿತಾ ತುಂಬಾ ಸುಂದರವಾಗಿ ಕಾಣುತ್ತಿದ್ದಾರೆ. ಅದೇ ವಿಕ್ಕಿಯೊಂದಿಗೆ ಸಾಂಪ್ರದಾಯಿಕ ಉಡುಗೆಯಲ್ಲಿ ಕಾಣಿಸಿಕೊಂಡಿದ್ದಾರೆ. ಈ ಜೋಡಿ ಫೋಟೋಗಳಲ್ಲಿ ಅಷ್ಟು ಖುಷಿಯಾಗಿ ಕಾಣುತ್ತಿದ್ದಾರೆ. ವಿವಾಹ ಪೂರ್ವ ಸಮಾರಂಭದಲ್ಲಿ ಅಂಕಿತಾ ಲೋಖಂಡೆ ಮತ್ತು ವಿಕ್ಕಿ ಜೈನ್ ಸಾಂಪ್ರದಾಯಿಕ: [356, 853, 548, 1082]
masthead-date: ಶನಿವಾರ 04 ಡಿಸೆಂಬರ್ 2021: [74, 94, 180, 105]
ankita-col-2: ಉಡುಗೆಯಲ್ಲಿರುವುದು ಕಾಣಬಹುದು. ತಮ್ಮ ಇನ್‌ಸ್ಟಾಗ್ರಾಮ್‌ನಲ್ಲಿ ಫೋಟೋವನ್ನು ಪೋಸ್ಟ್ ಮಾಡಿ, ಅಂಕಿತಾ ಬರೆದಿದ್ದಾರೆ- "ಪವಿತ್ರ, ಇದರಿಂದಾಗಿ ಹೃದಯದ ಎಮೋಜಿಯನ್ನು ಹಾಕಿದ್ದಾರೆ. ಅದೇ ವಿಡಿಯೋದಲ್ಲಿ ವಿಕ್ಕಿ ಕೂಡ ಫೋಟೋಗಳನ್ನು ಶೇರ್ ಮಾಡಿದ್ದಾರೆ. "ನಾನು ನಿಮ್ಮನ್ನು ಪ್ರೀತಿಸುತ್ತೇನೆ. ಅದರ ಒರಿಜಿನಲ್ ದೃಶ್ಯ ಇನ್ನಷ್ಟೇ ಬರಬೇಕಾಗಿದೆ ನನ್ನ ಸ್ನೇಹಿತ." ಈ ಫೋಟೋಗಳಲ್ಲಿ ಇಬ್ಬರೂ ಮರಾಠಿ ಸಂಪ್ರದಾಯದಂತೆ ಕಾಣಿಸಿಕೊಂಡಿದ್ದಾರೆ. ಫೋಟೋಗಳಲ್ಲಿ ಅಂಕಿತಾ ಗುಲಾಬಿ ಮತ್ತು ಹಸಿರು ಬಣ್ಣದ ಸೀರೆ ಧರಿಸಿದ್ದಾರೆ. ವಿಕ್ಕಿ ಕುರ್ತಾದಲ್ಲಿ ಮಿಂಚಿದ್ದಾರೆ. ಈ ಫೋಟೋಗಳನ್ನು ಅಭಿಮಾನಿಗಳು ತುಂಬಾ ಇಷ್ಟಪಡುತ್ತಿದ್ದು, ಕಾಮೆಂಟ್‌ಗಳ ಮೂಲಕ ಶುಭಾಶಯ ಕೋರುತ್ತಿದ್ದಾರೆ. ಮದುವೆಯ ಸಂಭ್ರಮದಲ್ಲಿ ಕುಟುಂಬದ ಸದಸ್ಯರು ಪಾಲ್ಗೊಂಡಿದ್ದು ಸಂಭ್ರಮ ಮನೆಮಾಡಿದೆ. ಅಂಕಿತಾ ಮತ್ತು ವಿಕ್ಕಿ ಜೈನ್ ಅವರ ಮದುವೆ ಡಿಸೆಂಬರ್ 12 ರಿಂದ ಡಿಸೆಂಬರ್ 14 ರವರೆಗೆ ನಡೆಯಲಿದೆ. ಮೆಹಂದಿಗಾಗಿ ಮತ್ತು ಸಂಗೀತಕ್ಕಾಗಿ ಪ್ರತ್ಯೇಕ ಕಾರ್ಯಕ್ರಮಗಳನ್ನು ಆಯೋಜಿಸಲಾಗಿದೆ.: [558, 695, 748, 971]
abhishek-col-3: ಈ ಪಾತ್ರಕ್ಕಾಗಿ ನಾನು 102 ಕೆಜಿಯಿಂದ 105 ಕೆಜಿ ತನಕ ತೂಕ ಹೆಚ್ಚಿಸಿಕೊಂಡಿದ್ದೇನೆ. ಬಾಬ್ ಪಾತ್ರಕ್ಕೆ ದಪ್ಪಗಿರಬೇಕಿತ್ತು. ಅದರಿಂದ ನಾನು ಸಾಕಷ್ಟು ಆಹಾರ ಸೇವಿಸಿದೆ. ನಂತರ ತೂಕವನ್ನು ಕಡಿಮೆ ಮಾಡಿಕೊಂಡೆ ಎಂದು ಹೇಳಿದರು. "ನೀವು ಒಟಿಟಿ ಮತ್ತು ಚಿತ್ರಮಂದಿರಗಳ ಬಗ್ಗೆ ಏನು ಹೇಳುತ್ತೀರಿ?" ಎಂಬ ಪ್ರಶ್ನೆಗೆ ಅಭಿಷೇಕ್, "ಎರಡೂ ಮುಖ್ಯ. ಒಟಿಟಿ ಪ್ಲಾಟ್‌ಫಾರ್ಮ್ ಹೊಸ ಪ್ರತಿಭೆಗಳಿಗೆ ಅವಕಾಶ ನೀಡಿದೆ. ಚಿತ್ರಮಂದಿರದ ಅನುಭವವೇ ಬೇರೆ" ಎಂದರು. "ನಮ್ಮ ಪ್ರೇಕ್ಷಕರು ಫಿಲ್ಮ್ ನೋಡುವವರೆಗೆ, ಅವರು ಅದರ ಬಗ್ಗೆ ಏನು ಹೇಳುತ್ತಾರೆ ಎಂಬುದೇ ನಮಗೆ ಮುಖ್ಯ. ಅವರ ಪ್ರತಿಕ್ರಿಯೆಯೇ ನಮಗೆ ದೊಡ್ಡ ಪ್ರಶಸ್ತಿ" ಎಂದು ತಿಳಿಸಿದರು. "ಬಾಬ್ ಬಿಸ್ವಾಸ್" ಚಿತ್ರವನ್ನು ಶಾರುಖ್ ಖಾನ್ ಅವರ ರೆಡ್ ಚಿಲ್ಲೀಸ್ ಎಂಟರ್‌ಟೈನ್‌ಮೆಂಟ್ ನಿರ್ಮಿಸಿದೆ. ಚಿತ್ರವು ವಿದ್ಯಾ ಬಾಲನ್ ಅಭಿನಯದ 'ಕಹಾನಿ'ಯ ಪಾತ್ರದಿಂದ ಪ್ರೇರಿತವಾಗಿದೆ. ದಿಯಾ ಅನ್ನಪೂರ್ಣ ಘೋಷ್ ನಿರ್ದೇಶಿಸಿದ್ದಾರೆ.: [762, 1339, 952, 1584]
saree-shape: [384, 746, 464, 846]
aviation-headline: ಅಂತಾರಾಷ್ಟ್ರೀಯ ನಾಗರಿಕ ವಿಮಾನಯಾನ ದಿನ: [978, 131, 1262, 155]
ingredient-item: » ನಿಂಬೆರಸ - 1 ಚಮಚ, ಕೊತ್ತಂಬರಿ ಸೊಪ್ಪು - 50 ಗ್ರಾಂ: [983, 1747, 1259, 1769]
divider-horizontal-2: [345, 1262, 960, 1263]
ankita-photo-1: [356, 656, 546, 846]
ingredient-item: » ಆಲೂಗಡ್ಡೆ - 1, ಅಕ್ಕಿ - 1 ಕಪ್: [983, 1637, 1259, 1659]
health-headline: ಹಾಗಲಕಾಯಿಯ ಆರೋಗ್ಯಕಾರಿ ಪ್ರಯೋಜನಗಳು: [51, 454, 236, 504]
health-feature: [40, 298, 336, 2003]
ankita-headline-1: ನಟಿ ಅಂಕಿತಾ ಲೋಖಂಡೆ ಮತ್ತು ವಿಕ್ಕಿ ಜೈನ್ ಅವರ ವಿವಾಹದ ವಿಧಿಗಳು ಪ್ರಾರಂಭವಾದವು,: [449, 602, 859, 618]
africa-col-2: ಕಾಣಿಸಿಕೊಳ್ಳುತ್ತಿರುವ ಸೋಂಕು ಇದಾಗಿದೆ. ಇದುವರೆಗೆ ದಕ್ಷಿಣ ಆಫ್ರಿಕಾದಲ್ಲಿ 16,055 ಮಂದಿಗೆ ಸೋಂಕು ಕಾಣಿಸಿಕೊಂಡಿದ್ದು, 25 ಮಂದಿ: [194, 169, 334, 228]
method-heading: ಮಾಡುವ ವಿಧಾನ:: [1086, 1803, 1152, 1816]
abhishek-glasses: [626, 1394, 676, 1408]
abhishek-headline-2: "ಹಿಂತಿರುಗಿ ನೋಡುವುದರಲ್ಲಿ ನನಗೆ ನಂಬಿಕೆ ಇಲ್ಲ" ಎಂದ ಅಭಿಷೇಕ್: [449, 1301, 859, 1323]
logo-left: ಸಂಜೆ: [603, 76, 658, 111]
